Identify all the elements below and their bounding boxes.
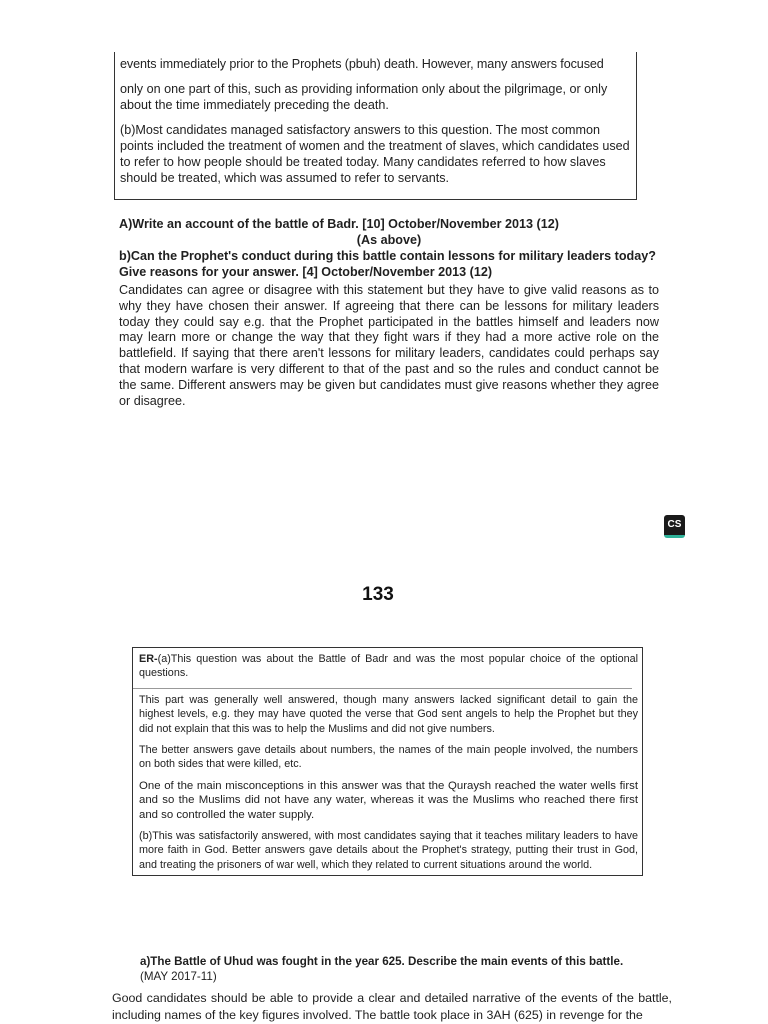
report-badr-a-text: (a)This question was about the Battle of Badr and was the most popular choice of the optional questions. xyxy=(139,653,638,680)
report-badr-a xyxy=(139,652,638,681)
report-badr-misconception: One of the main misconceptions in this answer was that the Quraysh reached the water wells first and so the Muslims did not have any water, whereas it was the Muslims who reached there first and so controlled the water supply. xyxy=(139,779,638,821)
question-a-heading: A)Write an account of the battle of Badr. [10] October/November 2013 (12) xyxy=(119,217,559,231)
question-b-heading: b)Can the Prophet's conduct during this battle contain lessons for military leaders today? Give reasons for your answer. [4] October/November 2013 (12) xyxy=(119,249,656,279)
report-cut-line: events immediately prior to the Prophets (pbuh) death. However, many answers focused xyxy=(120,57,604,71)
report-badr-better: The better answers gave details about numbers, the names of the main people involved, the numbers on both sides that were killed, etc. xyxy=(139,744,638,771)
report-badr-detail: This part was generally well answered, though many answers lacked significant detail to gain the highest levels, e.g. they may have quoted the verse that God sent angels to help the Prophet but they did not explain that this was to help the Muslims and did not give numbers. xyxy=(139,693,638,735)
page-number: 133 xyxy=(362,584,394,605)
question-uhud-answer: Good candidates should be able to provide a clear and detailed narrative of the events of the battle, including names of the key figures involved. The battle took place in 3AH (625) in revenge for the xyxy=(112,991,672,1022)
report-prefix: ER- xyxy=(139,653,158,665)
question-uhud-source: (MAY 2017-11) xyxy=(140,970,217,983)
examiner-report-box-top xyxy=(114,52,637,200)
report-badr-b: (b)This was satisfactorily answered, with most candidates saying that it teaches military leaders to have more faith in God. Better answers gave details about the Prophet's strategy, putting their trust in God, and treating the prisoners of war well, which they related to current situations around the world. xyxy=(139,830,638,871)
report-paragraph-a-continued: only on one part of this, such as providing information only about the pilgrimage, or only about the time immediately preceding the death. xyxy=(120,82,608,112)
question-uhud-heading: a)The Battle of Uhud was fought in the year 625. Describe the main events of this battle. xyxy=(140,955,624,968)
examiner-report-box-badr xyxy=(132,647,643,876)
camscanner-icon: CS xyxy=(664,515,685,538)
question-uhud-section xyxy=(112,954,672,1024)
report-paragraph-b: (b)Most candidates managed satisfactory answers to this question. The most common points included the treatment of women and the treatment of slaves, which candidates used to refer to how people should be treated today. Many candidates referred to how slaves should be treated, which was assumed to refer to servants. xyxy=(120,123,630,185)
divider xyxy=(133,688,632,689)
question-b-answer: Candidates can agree or disagree with this statement but they have to give valid reasons as to why they have chosen their answer. If agreeing that there can be lessons for military leaders today they could say e.g. that the Prophet participated in the battles himself and leaders now may learn more or change the way that they fight wars if they had a more active role on the battlefield. If saying that there aren't lessons for military leaders, candidates could perhaps say that modern warfare is very different to that of the past and so the rules and conduct cannot be the same. Different answers may be given but candidates must give reasons whether they agree or disagree. xyxy=(119,283,659,408)
question-a-note: (As above) xyxy=(356,233,422,247)
question-badr-section xyxy=(119,216,659,409)
